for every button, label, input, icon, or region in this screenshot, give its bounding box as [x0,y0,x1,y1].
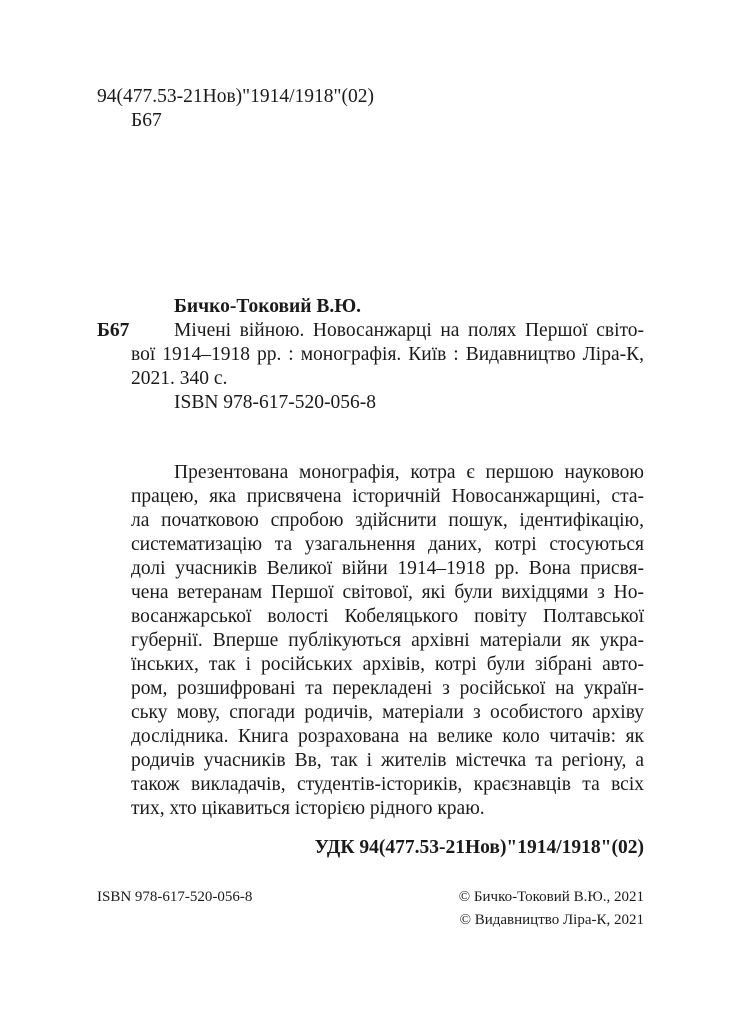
abstract-line: працею, яка присвячена історичній Новосанжарщині, ста- [131,486,644,507]
catalog-isbn: ISBN 978-617-520-056-8 [174,392,377,413]
abstract-line: восанжарської волості Кобеляцького повіту Полтавської [131,606,644,627]
abstract-line: долі учасників Великої війни 1914–1918 рр. Вона присвя- [131,558,644,579]
abstract-line: їнських, так і російських архівів, котрі були зібрані авто- [131,654,644,675]
catalog-line: Мічені війною. Новосанжарці на полях Першої світо- [174,320,644,341]
abstract-line: губернії. Вперше публікуються архівні матеріали як укра- [131,630,644,651]
abstract-line: ську мову, спогади родичів, матеріали з особистого архіву [131,702,644,723]
catalog-author-mark: Б67 [97,320,130,341]
udc-code: УДК 94(477.53-21Нов)"1914/1918"(02) [314,837,644,858]
abstract-line: чена ветеранам Першої світової, які були вихідцями з Но- [131,582,644,603]
abstract-line: систематизацію та узагальнення даних, котрі стосуються [131,534,644,555]
copyright-author: © Бичко-Токовий В.Ю., 2021 [458,889,644,905]
abstract-line: ром, розшифровані та перекладені з російської на україн- [131,678,644,699]
footer-isbn: ISBN 978-617-520-056-8 [97,889,253,905]
abstract-line: родичів учасників Вв, так і жителів містечка та регіону, а [131,750,644,771]
catalog-line: 2021. 340 с. [131,368,228,389]
catalog-author: Бичко-Токовий В.Ю. [174,296,362,317]
classification-code: 94(477.53-21Нов)"1914/1918"(02) [97,86,374,107]
abstract-line: ла початковою спробою здійснити пошук, ідентифікацію, [131,510,644,531]
abstract-line: дослідника. Книга розрахована на велике коло читачів: як [131,726,644,747]
classification-author-mark: Б67 [131,110,162,131]
catalog-line: вої 1914–1918 рр. : монографія. Київ : Видавництво Ліра-К, [131,344,644,365]
copyright-publisher: © Видавництво Ліра-К, 2021 [459,912,644,928]
abstract-line: Презентована монографія, котра є першою науковою [174,462,644,483]
abstract-line: тих, хто цікавиться історією рідного краю. [131,798,485,819]
abstract-line: також викладачів, студентів-істориків, краєзнавців та всіх [131,774,644,795]
